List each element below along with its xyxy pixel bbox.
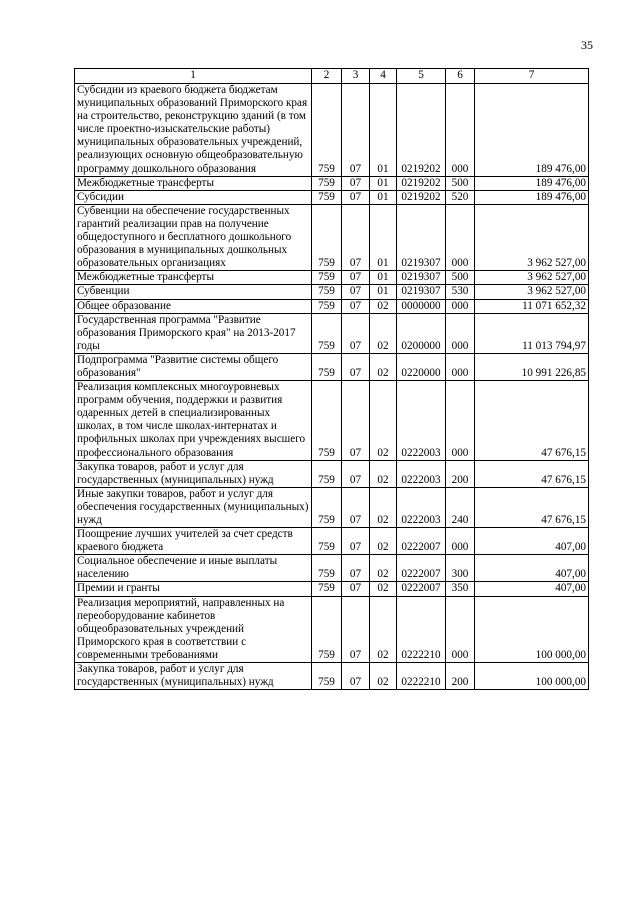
row-subsection-code: 01: [370, 204, 397, 270]
row-name: Межбюджетные трансферты: [75, 176, 312, 190]
table-row: [75, 381, 589, 461]
row-section-code: 07: [342, 381, 370, 461]
row-section-code: 07: [342, 487, 370, 527]
row-ministry-code: 759: [312, 299, 342, 313]
row-target-code: 0219307: [397, 285, 446, 299]
row-target-code: 0220000: [397, 353, 446, 380]
row-expense-type-code: 300: [446, 555, 475, 582]
row-target-code: 0222210: [397, 596, 446, 662]
row-target-code: 0222003: [397, 487, 446, 527]
row-subsection-code: 02: [370, 555, 397, 582]
row-name: Субсидии: [75, 190, 312, 204]
row-section-code: 07: [342, 460, 370, 487]
row-name: Реализация мероприятий, направленных на переоборудование кабинетов общеобразовательных учреждений Приморского края в соответствии с современными требованиями: [75, 596, 312, 662]
row-expense-type-code: 200: [446, 460, 475, 487]
row-expense-type-code: 500: [446, 176, 475, 190]
row-ministry-code: 759: [312, 381, 342, 461]
row-subsection-code: 02: [370, 381, 397, 461]
row-expense-type-code: 520: [446, 190, 475, 204]
row-target-code: 0222003: [397, 381, 446, 461]
row-subsection-code: 02: [370, 313, 397, 353]
row-amount: 407,00: [475, 528, 589, 555]
row-target-code: 0222007: [397, 582, 446, 596]
row-subsection-code: 02: [370, 596, 397, 662]
row-ministry-code: 759: [312, 176, 342, 190]
table-row: [75, 663, 589, 690]
row-name: Государственная программа "Развитие образования Приморского края" на 2013-2017 годы: [75, 313, 312, 353]
row-section-code: 07: [342, 190, 370, 204]
row-amount: 100 000,00: [475, 663, 589, 690]
table-row: [75, 176, 589, 190]
row-name: Межбюджетные трансферты: [75, 271, 312, 285]
row-name: Реализация комплексных многоуровневых программ обучения, поддержки и развития одаренных детей в специализированных школах, в том числе школах-интернатах и профильных школах при учреждениях высшего профессионального образования: [75, 381, 312, 461]
row-name: Закупка товаров, работ и услуг для государственных (муниципальных) нужд: [75, 460, 312, 487]
row-amount: 189 476,00: [475, 190, 589, 204]
row-subsection-code: 01: [370, 84, 397, 177]
page-number: 35: [581, 38, 593, 52]
table-row: [75, 299, 589, 313]
row-subsection-code: 02: [370, 582, 397, 596]
row-target-code: 0219307: [397, 204, 446, 270]
row-ministry-code: 759: [312, 190, 342, 204]
row-section-code: 07: [342, 663, 370, 690]
row-amount: 189 476,00: [475, 84, 589, 177]
row-section-code: 07: [342, 84, 370, 177]
row-name: Поощрение лучших учителей за счет средств краевого бюджета: [75, 528, 312, 555]
row-expense-type-code: 000: [446, 528, 475, 555]
row-name: Субсидии из краевого бюджета бюджетам муниципальных образований Приморского края на строительство, реконструкцию зданий (в том числе проектно-изыскательские работы) муниципальных образовательных учреждений, реализующих основную общеобразовательную программу дошкольного образования: [75, 84, 312, 177]
row-ministry-code: 759: [312, 285, 342, 299]
row-subsection-code: 02: [370, 528, 397, 555]
table-row: [75, 271, 589, 285]
row-section-code: 07: [342, 582, 370, 596]
row-target-code: 0219307: [397, 271, 446, 285]
row-subsection-code: 02: [370, 663, 397, 690]
row-ministry-code: 759: [312, 204, 342, 270]
row-amount: 3 962 527,00: [475, 204, 589, 270]
table-row: [75, 285, 589, 299]
row-amount: 47 676,15: [475, 460, 589, 487]
table-row: [75, 204, 589, 270]
row-name: Субвенции на обеспечение государственных гарантий реализации прав на получение общедоступного и бесплатного дошкольного образования в муниципальных дошкольных образовательных организациях: [75, 204, 312, 270]
row-target-code: 0222210: [397, 663, 446, 690]
row-ministry-code: 759: [312, 596, 342, 662]
row-target-code: 0222003: [397, 460, 446, 487]
row-subsection-code: 01: [370, 285, 397, 299]
row-ministry-code: 759: [312, 528, 342, 555]
row-subsection-code: 02: [370, 299, 397, 313]
row-expense-type-code: 000: [446, 596, 475, 662]
table-row: [75, 528, 589, 555]
row-ministry-code: 759: [312, 487, 342, 527]
row-subsection-code: 01: [370, 176, 397, 190]
table-row: [75, 460, 589, 487]
row-section-code: 07: [342, 313, 370, 353]
row-amount: 47 676,15: [475, 381, 589, 461]
row-subsection-code: 02: [370, 353, 397, 380]
row-ministry-code: 759: [312, 84, 342, 177]
row-section-code: 07: [342, 204, 370, 270]
row-name: Закупка товаров, работ и услуг для государственных (муниципальных) нужд: [75, 663, 312, 690]
row-expense-type-code: 000: [446, 313, 475, 353]
budget-table: [74, 68, 589, 690]
row-expense-type-code: 000: [446, 353, 475, 380]
row-section-code: 07: [342, 353, 370, 380]
row-name: Субвенции: [75, 285, 312, 299]
row-section-code: 07: [342, 176, 370, 190]
table-row: [75, 84, 589, 177]
row-subsection-code: 02: [370, 460, 397, 487]
table-row: [75, 313, 589, 353]
row-target-code: 0219202: [397, 190, 446, 204]
row-subsection-code: 01: [370, 271, 397, 285]
row-subsection-code: 02: [370, 487, 397, 527]
row-ministry-code: 759: [312, 271, 342, 285]
row-amount: 11 013 794,97: [475, 313, 589, 353]
row-section-code: 07: [342, 271, 370, 285]
row-name: Общее образование: [75, 299, 312, 313]
row-ministry-code: 759: [312, 555, 342, 582]
header-col-4: 4: [370, 69, 397, 84]
table-row: [75, 353, 589, 380]
row-expense-type-code: 350: [446, 582, 475, 596]
row-expense-type-code: 000: [446, 204, 475, 270]
row-ministry-code: 759: [312, 582, 342, 596]
row-expense-type-code: 200: [446, 663, 475, 690]
row-name: Премии и гранты: [75, 582, 312, 596]
row-amount: 47 676,15: [475, 487, 589, 527]
row-target-code: 0000000: [397, 299, 446, 313]
row-target-code: 0219202: [397, 84, 446, 177]
row-section-code: 07: [342, 299, 370, 313]
header-col-3: 3: [342, 69, 370, 84]
table-row: [75, 582, 589, 596]
row-name: Иные закупки товаров, работ и услуг для обеспечения государственных (муниципальных) нужд: [75, 487, 312, 527]
row-amount: 3 962 527,00: [475, 285, 589, 299]
header-col-1: 1: [75, 69, 312, 84]
row-target-code: 0222007: [397, 555, 446, 582]
row-amount: 11 071 652,32: [475, 299, 589, 313]
row-amount: 407,00: [475, 555, 589, 582]
table-row: [75, 190, 589, 204]
row-name: Подпрограмма "Развитие системы общего образования": [75, 353, 312, 380]
header-col-2: 2: [312, 69, 342, 84]
row-target-code: 0219202: [397, 176, 446, 190]
row-target-code: 0222007: [397, 528, 446, 555]
table-header-row: [75, 69, 589, 84]
row-ministry-code: 759: [312, 353, 342, 380]
row-amount: 407,00: [475, 582, 589, 596]
row-amount: 10 991 226,85: [475, 353, 589, 380]
row-expense-type-code: 500: [446, 271, 475, 285]
row-ministry-code: 759: [312, 663, 342, 690]
row-expense-type-code: 530: [446, 285, 475, 299]
row-expense-type-code: 240: [446, 487, 475, 527]
row-subsection-code: 01: [370, 190, 397, 204]
row-ministry-code: 759: [312, 460, 342, 487]
table-row: [75, 555, 589, 582]
row-expense-type-code: 000: [446, 381, 475, 461]
table-row: [75, 596, 589, 662]
row-amount: 100 000,00: [475, 596, 589, 662]
row-section-code: 07: [342, 285, 370, 299]
row-section-code: 07: [342, 555, 370, 582]
table-row: [75, 487, 589, 527]
row-section-code: 07: [342, 596, 370, 662]
header-col-5: 5: [397, 69, 446, 84]
row-ministry-code: 759: [312, 313, 342, 353]
header-col-6: 6: [446, 69, 475, 84]
row-target-code: 0200000: [397, 313, 446, 353]
row-section-code: 07: [342, 528, 370, 555]
row-amount: 189 476,00: [475, 176, 589, 190]
header-col-7: 7: [475, 69, 589, 84]
row-expense-type-code: 000: [446, 84, 475, 177]
row-name: Социальное обеспечение и иные выплаты населению: [75, 555, 312, 582]
row-amount: 3 962 527,00: [475, 271, 589, 285]
row-expense-type-code: 000: [446, 299, 475, 313]
